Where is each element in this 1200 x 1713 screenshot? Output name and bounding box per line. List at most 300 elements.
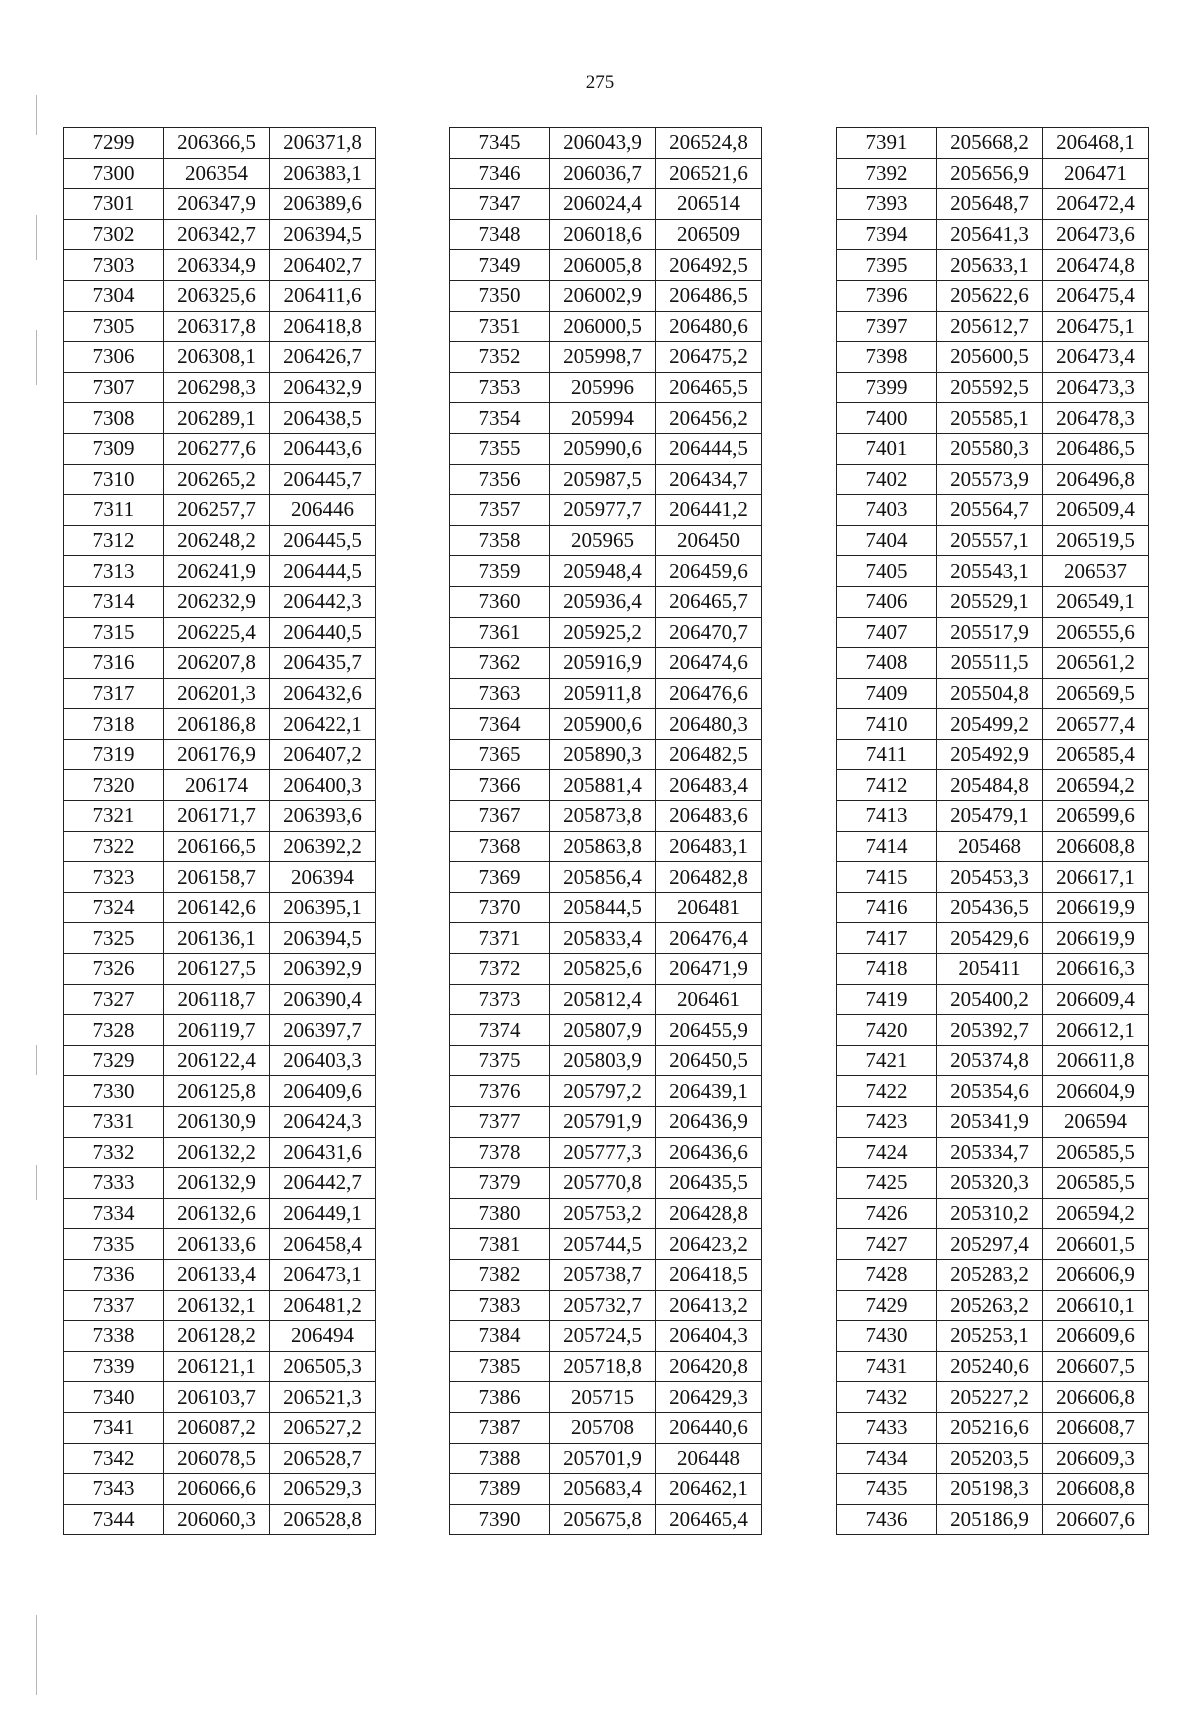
point-number-cell: 7379 bbox=[450, 1168, 550, 1199]
x-coordinate-cell: 205715 bbox=[550, 1382, 656, 1413]
point-number-cell: 7413 bbox=[837, 801, 937, 832]
x-coordinate-cell: 205297,4 bbox=[937, 1229, 1043, 1260]
point-number-cell: 7408 bbox=[837, 648, 937, 679]
scan-margin-mark bbox=[36, 1165, 37, 1200]
table-row bbox=[450, 1137, 762, 1168]
y-coordinate-cell: 206426,7 bbox=[270, 342, 376, 373]
x-coordinate-cell: 205948,4 bbox=[550, 556, 656, 587]
point-number-cell: 7351 bbox=[450, 311, 550, 342]
x-coordinate-cell: 205622,6 bbox=[937, 280, 1043, 311]
y-coordinate-cell: 206432,6 bbox=[270, 678, 376, 709]
x-coordinate-cell: 206174 bbox=[164, 770, 270, 801]
table-row bbox=[450, 280, 762, 311]
x-coordinate-cell: 205881,4 bbox=[550, 770, 656, 801]
table-row bbox=[837, 556, 1149, 587]
point-number-cell: 7369 bbox=[450, 862, 550, 893]
y-coordinate-cell: 206436,9 bbox=[656, 1107, 762, 1138]
table-row bbox=[64, 158, 376, 189]
point-number-cell: 7390 bbox=[450, 1504, 550, 1535]
y-coordinate-cell: 206604,9 bbox=[1043, 1076, 1149, 1107]
point-number-cell: 7314 bbox=[64, 586, 164, 617]
table-row bbox=[837, 464, 1149, 495]
table-row bbox=[450, 739, 762, 770]
x-coordinate-cell: 206005,8 bbox=[550, 250, 656, 281]
table-row bbox=[450, 372, 762, 403]
x-coordinate-cell: 205916,9 bbox=[550, 648, 656, 679]
x-coordinate-cell: 205517,9 bbox=[937, 617, 1043, 648]
y-coordinate-cell: 206418,5 bbox=[656, 1259, 762, 1290]
x-coordinate-cell: 206342,7 bbox=[164, 219, 270, 250]
x-coordinate-cell: 205334,7 bbox=[937, 1137, 1043, 1168]
table-row bbox=[837, 1168, 1149, 1199]
x-coordinate-cell: 206201,3 bbox=[164, 678, 270, 709]
table-row bbox=[450, 219, 762, 250]
table-row bbox=[837, 495, 1149, 526]
y-coordinate-cell: 206465,5 bbox=[656, 372, 762, 403]
table-row bbox=[64, 678, 376, 709]
x-coordinate-cell: 205557,1 bbox=[937, 525, 1043, 556]
point-number-cell: 7380 bbox=[450, 1198, 550, 1229]
x-coordinate-cell: 206122,4 bbox=[164, 1045, 270, 1076]
y-coordinate-cell: 206459,6 bbox=[656, 556, 762, 587]
x-coordinate-cell: 206128,2 bbox=[164, 1321, 270, 1352]
table-row bbox=[64, 1504, 376, 1535]
y-coordinate-cell: 206561,2 bbox=[1043, 648, 1149, 679]
point-number-cell: 7358 bbox=[450, 525, 550, 556]
y-coordinate-cell: 206442,3 bbox=[270, 586, 376, 617]
y-coordinate-cell: 206610,1 bbox=[1043, 1290, 1149, 1321]
y-coordinate-cell: 206440,6 bbox=[656, 1412, 762, 1443]
x-coordinate-cell: 206018,6 bbox=[550, 219, 656, 250]
x-coordinate-cell: 206133,4 bbox=[164, 1259, 270, 1290]
x-coordinate-cell: 205411 bbox=[937, 954, 1043, 985]
point-number-cell: 7398 bbox=[837, 342, 937, 373]
point-number-cell: 7419 bbox=[837, 984, 937, 1015]
point-number-cell: 7362 bbox=[450, 648, 550, 679]
x-coordinate-cell: 206125,8 bbox=[164, 1076, 270, 1107]
y-coordinate-cell: 206496,8 bbox=[1043, 464, 1149, 495]
table-row bbox=[450, 1443, 762, 1474]
point-number-cell: 7309 bbox=[64, 433, 164, 464]
table-row bbox=[64, 770, 376, 801]
y-coordinate-cell: 206524,8 bbox=[656, 128, 762, 159]
y-coordinate-cell: 206585,5 bbox=[1043, 1137, 1149, 1168]
y-coordinate-cell: 206371,8 bbox=[270, 128, 376, 159]
x-coordinate-cell: 206166,5 bbox=[164, 831, 270, 862]
point-number-cell: 7367 bbox=[450, 801, 550, 832]
scan-margin-mark bbox=[36, 1615, 37, 1695]
y-coordinate-cell: 206609,4 bbox=[1043, 984, 1149, 1015]
x-coordinate-cell: 206121,1 bbox=[164, 1351, 270, 1382]
point-number-cell: 7346 bbox=[450, 158, 550, 189]
point-number-cell: 7400 bbox=[837, 403, 937, 434]
x-coordinate-cell: 205825,6 bbox=[550, 954, 656, 985]
y-coordinate-cell: 206423,2 bbox=[656, 1229, 762, 1260]
x-coordinate-cell: 205453,3 bbox=[937, 862, 1043, 893]
table-row bbox=[450, 678, 762, 709]
point-number-cell: 7414 bbox=[837, 831, 937, 862]
point-number-cell: 7350 bbox=[450, 280, 550, 311]
x-coordinate-cell: 205203,5 bbox=[937, 1443, 1043, 1474]
table-row bbox=[837, 1351, 1149, 1382]
point-number-cell: 7318 bbox=[64, 709, 164, 740]
point-number-cell: 7305 bbox=[64, 311, 164, 342]
y-coordinate-cell: 206475,2 bbox=[656, 342, 762, 373]
y-coordinate-cell: 206432,9 bbox=[270, 372, 376, 403]
y-coordinate-cell: 206404,3 bbox=[656, 1321, 762, 1352]
table-row bbox=[837, 1474, 1149, 1505]
table-row bbox=[450, 892, 762, 923]
point-number-cell: 7310 bbox=[64, 464, 164, 495]
point-number-cell: 7396 bbox=[837, 280, 937, 311]
x-coordinate-cell: 205392,7 bbox=[937, 1015, 1043, 1046]
x-coordinate-cell: 205994 bbox=[550, 403, 656, 434]
table-row bbox=[837, 250, 1149, 281]
point-number-cell: 7329 bbox=[64, 1045, 164, 1076]
table-row bbox=[837, 1137, 1149, 1168]
x-coordinate-cell: 205263,2 bbox=[937, 1290, 1043, 1321]
x-coordinate-cell: 206002,9 bbox=[550, 280, 656, 311]
point-number-cell: 7330 bbox=[64, 1076, 164, 1107]
x-coordinate-cell: 205612,7 bbox=[937, 311, 1043, 342]
point-number-cell: 7417 bbox=[837, 923, 937, 954]
table-row bbox=[837, 984, 1149, 1015]
x-coordinate-cell: 205998,7 bbox=[550, 342, 656, 373]
y-coordinate-cell: 206420,8 bbox=[656, 1351, 762, 1382]
x-coordinate-cell: 205987,5 bbox=[550, 464, 656, 495]
table-row bbox=[450, 1045, 762, 1076]
point-number-cell: 7427 bbox=[837, 1229, 937, 1260]
table-row bbox=[64, 1382, 376, 1413]
x-coordinate-cell: 206132,2 bbox=[164, 1137, 270, 1168]
point-number-cell: 7341 bbox=[64, 1412, 164, 1443]
x-coordinate-cell: 205738,7 bbox=[550, 1259, 656, 1290]
y-coordinate-cell: 206435,5 bbox=[656, 1168, 762, 1199]
table-row bbox=[450, 1290, 762, 1321]
x-coordinate-cell: 205873,8 bbox=[550, 801, 656, 832]
x-coordinate-cell: 206325,6 bbox=[164, 280, 270, 311]
y-coordinate-cell: 206418,8 bbox=[270, 311, 376, 342]
table-row bbox=[64, 1290, 376, 1321]
x-coordinate-cell: 206136,1 bbox=[164, 923, 270, 954]
y-coordinate-cell: 206609,3 bbox=[1043, 1443, 1149, 1474]
table-row bbox=[837, 770, 1149, 801]
x-coordinate-cell: 205198,3 bbox=[937, 1474, 1043, 1505]
table-row bbox=[837, 219, 1149, 250]
point-number-cell: 7388 bbox=[450, 1443, 550, 1474]
point-number-cell: 7423 bbox=[837, 1107, 937, 1138]
point-number-cell: 7338 bbox=[64, 1321, 164, 1352]
table-row bbox=[450, 770, 762, 801]
table-row bbox=[64, 1321, 376, 1352]
point-number-cell: 7435 bbox=[837, 1474, 937, 1505]
y-coordinate-cell: 206569,5 bbox=[1043, 678, 1149, 709]
y-coordinate-cell: 206549,1 bbox=[1043, 586, 1149, 617]
y-coordinate-cell: 206471,9 bbox=[656, 954, 762, 985]
table-row bbox=[837, 862, 1149, 893]
table-row bbox=[837, 709, 1149, 740]
point-number-cell: 7364 bbox=[450, 709, 550, 740]
y-coordinate-cell: 206465,7 bbox=[656, 586, 762, 617]
table-row bbox=[450, 525, 762, 556]
point-number-cell: 7339 bbox=[64, 1351, 164, 1382]
table-row bbox=[450, 617, 762, 648]
scan-margin-mark bbox=[36, 215, 37, 260]
y-coordinate-cell: 206393,6 bbox=[270, 801, 376, 832]
y-coordinate-cell: 206461 bbox=[656, 984, 762, 1015]
y-coordinate-cell: 206527,2 bbox=[270, 1412, 376, 1443]
y-coordinate-cell: 206505,3 bbox=[270, 1351, 376, 1382]
x-coordinate-cell: 206289,1 bbox=[164, 403, 270, 434]
y-coordinate-cell: 206400,3 bbox=[270, 770, 376, 801]
x-coordinate-cell: 205977,7 bbox=[550, 495, 656, 526]
y-coordinate-cell: 206555,6 bbox=[1043, 617, 1149, 648]
x-coordinate-cell: 206354 bbox=[164, 158, 270, 189]
y-coordinate-cell: 206473,3 bbox=[1043, 372, 1149, 403]
table-row bbox=[450, 1412, 762, 1443]
table-row bbox=[64, 801, 376, 832]
y-coordinate-cell: 206476,6 bbox=[656, 678, 762, 709]
y-coordinate-cell: 206397,7 bbox=[270, 1015, 376, 1046]
y-coordinate-cell: 206607,5 bbox=[1043, 1351, 1149, 1382]
y-coordinate-cell: 206403,3 bbox=[270, 1045, 376, 1076]
point-number-cell: 7323 bbox=[64, 862, 164, 893]
x-coordinate-cell: 205374,8 bbox=[937, 1045, 1043, 1076]
point-number-cell: 7335 bbox=[64, 1229, 164, 1260]
table-row bbox=[450, 1015, 762, 1046]
point-number-cell: 7321 bbox=[64, 801, 164, 832]
table-row bbox=[837, 403, 1149, 434]
point-number-cell: 7431 bbox=[837, 1351, 937, 1382]
y-coordinate-cell: 206431,6 bbox=[270, 1137, 376, 1168]
y-coordinate-cell: 206619,9 bbox=[1043, 923, 1149, 954]
point-number-cell: 7382 bbox=[450, 1259, 550, 1290]
point-number-cell: 7334 bbox=[64, 1198, 164, 1229]
y-coordinate-cell: 206473,6 bbox=[1043, 219, 1149, 250]
point-number-cell: 7343 bbox=[64, 1474, 164, 1505]
point-number-cell: 7361 bbox=[450, 617, 550, 648]
point-number-cell: 7374 bbox=[450, 1015, 550, 1046]
y-coordinate-cell: 206616,3 bbox=[1043, 954, 1149, 985]
x-coordinate-cell: 205648,7 bbox=[937, 189, 1043, 220]
x-coordinate-cell: 206241,9 bbox=[164, 556, 270, 587]
table-row bbox=[450, 464, 762, 495]
table-row bbox=[837, 586, 1149, 617]
table-row bbox=[837, 1443, 1149, 1474]
table-row bbox=[64, 433, 376, 464]
y-coordinate-cell: 206475,4 bbox=[1043, 280, 1149, 311]
y-coordinate-cell: 206486,5 bbox=[656, 280, 762, 311]
y-coordinate-cell: 206537 bbox=[1043, 556, 1149, 587]
y-coordinate-cell: 206444,5 bbox=[270, 556, 376, 587]
point-number-cell: 7432 bbox=[837, 1382, 937, 1413]
x-coordinate-cell: 205585,1 bbox=[937, 403, 1043, 434]
table-row bbox=[64, 556, 376, 587]
point-number-cell: 7434 bbox=[837, 1443, 937, 1474]
x-coordinate-cell: 205797,2 bbox=[550, 1076, 656, 1107]
x-coordinate-cell: 205990,6 bbox=[550, 433, 656, 464]
table-row bbox=[837, 1259, 1149, 1290]
x-coordinate-cell: 206248,2 bbox=[164, 525, 270, 556]
scan-margin-mark bbox=[36, 1045, 37, 1075]
x-coordinate-cell: 205724,5 bbox=[550, 1321, 656, 1352]
table-row bbox=[837, 617, 1149, 648]
x-coordinate-cell: 206298,3 bbox=[164, 372, 270, 403]
point-number-cell: 7360 bbox=[450, 586, 550, 617]
y-coordinate-cell: 206528,7 bbox=[270, 1443, 376, 1474]
y-coordinate-cell: 206607,6 bbox=[1043, 1504, 1149, 1535]
point-number-cell: 7307 bbox=[64, 372, 164, 403]
table-row bbox=[64, 128, 376, 159]
point-number-cell: 7315 bbox=[64, 617, 164, 648]
y-coordinate-cell: 206413,2 bbox=[656, 1290, 762, 1321]
table-row bbox=[837, 1382, 1149, 1413]
point-number-cell: 7401 bbox=[837, 433, 937, 464]
y-coordinate-cell: 206606,8 bbox=[1043, 1382, 1149, 1413]
x-coordinate-cell: 205770,8 bbox=[550, 1168, 656, 1199]
point-number-cell: 7301 bbox=[64, 189, 164, 220]
y-coordinate-cell: 206609,6 bbox=[1043, 1321, 1149, 1352]
x-coordinate-cell: 205504,8 bbox=[937, 678, 1043, 709]
point-number-cell: 7410 bbox=[837, 709, 937, 740]
table-row bbox=[837, 433, 1149, 464]
x-coordinate-cell: 205911,8 bbox=[550, 678, 656, 709]
point-number-cell: 7375 bbox=[450, 1045, 550, 1076]
table-row bbox=[64, 984, 376, 1015]
table-row bbox=[837, 1198, 1149, 1229]
table-row bbox=[64, 1351, 376, 1382]
point-number-cell: 7352 bbox=[450, 342, 550, 373]
x-coordinate-cell: 205996 bbox=[550, 372, 656, 403]
y-coordinate-cell: 206482,5 bbox=[656, 739, 762, 770]
table-row bbox=[450, 250, 762, 281]
table-row bbox=[837, 678, 1149, 709]
table-row bbox=[450, 984, 762, 1015]
table-row bbox=[64, 280, 376, 311]
y-coordinate-cell: 206474,8 bbox=[1043, 250, 1149, 281]
point-number-cell: 7319 bbox=[64, 739, 164, 770]
x-coordinate-cell: 205890,3 bbox=[550, 739, 656, 770]
table-row bbox=[450, 128, 762, 159]
table-row bbox=[450, 1504, 762, 1535]
table-row bbox=[837, 1290, 1149, 1321]
y-coordinate-cell: 206438,5 bbox=[270, 403, 376, 434]
table-row bbox=[64, 342, 376, 373]
table-row bbox=[450, 342, 762, 373]
point-number-cell: 7372 bbox=[450, 954, 550, 985]
y-coordinate-cell: 206619,9 bbox=[1043, 892, 1149, 923]
x-coordinate-cell: 205436,5 bbox=[937, 892, 1043, 923]
x-coordinate-cell: 205683,4 bbox=[550, 1474, 656, 1505]
point-number-cell: 7333 bbox=[64, 1168, 164, 1199]
y-coordinate-cell: 206514 bbox=[656, 189, 762, 220]
table-row bbox=[64, 464, 376, 495]
point-number-cell: 7395 bbox=[837, 250, 937, 281]
point-number-cell: 7354 bbox=[450, 403, 550, 434]
y-coordinate-cell: 206389,6 bbox=[270, 189, 376, 220]
point-number-cell: 7316 bbox=[64, 648, 164, 679]
y-coordinate-cell: 206509 bbox=[656, 219, 762, 250]
table-row bbox=[64, 954, 376, 985]
y-coordinate-cell: 206483,4 bbox=[656, 770, 762, 801]
x-coordinate-cell: 205900,6 bbox=[550, 709, 656, 740]
point-number-cell: 7311 bbox=[64, 495, 164, 526]
point-number-cell: 7337 bbox=[64, 1290, 164, 1321]
point-number-cell: 7378 bbox=[450, 1137, 550, 1168]
x-coordinate-cell: 205492,9 bbox=[937, 739, 1043, 770]
table-row bbox=[64, 1474, 376, 1505]
y-coordinate-cell: 206442,7 bbox=[270, 1168, 376, 1199]
point-number-cell: 7394 bbox=[837, 219, 937, 250]
table-row bbox=[450, 1259, 762, 1290]
x-coordinate-cell: 206132,1 bbox=[164, 1290, 270, 1321]
x-coordinate-cell: 205803,9 bbox=[550, 1045, 656, 1076]
y-coordinate-cell: 206450 bbox=[656, 525, 762, 556]
x-coordinate-cell: 206087,2 bbox=[164, 1412, 270, 1443]
point-number-cell: 7356 bbox=[450, 464, 550, 495]
table-row bbox=[64, 709, 376, 740]
table-row bbox=[450, 1321, 762, 1352]
table-row bbox=[64, 1168, 376, 1199]
table-row bbox=[450, 1198, 762, 1229]
y-coordinate-cell: 206494 bbox=[270, 1321, 376, 1352]
y-coordinate-cell: 206445,7 bbox=[270, 464, 376, 495]
y-coordinate-cell: 206434,7 bbox=[656, 464, 762, 495]
point-number-cell: 7377 bbox=[450, 1107, 550, 1138]
table-row bbox=[450, 586, 762, 617]
y-coordinate-cell: 206608,8 bbox=[1043, 831, 1149, 862]
table-row bbox=[450, 862, 762, 893]
point-number-cell: 7349 bbox=[450, 250, 550, 281]
y-coordinate-cell: 206521,3 bbox=[270, 1382, 376, 1413]
x-coordinate-cell: 205936,4 bbox=[550, 586, 656, 617]
table-row bbox=[837, 1076, 1149, 1107]
point-number-cell: 7430 bbox=[837, 1321, 937, 1352]
table-row bbox=[450, 709, 762, 740]
point-number-cell: 7412 bbox=[837, 770, 937, 801]
point-number-cell: 7386 bbox=[450, 1382, 550, 1413]
x-coordinate-cell: 205791,9 bbox=[550, 1107, 656, 1138]
y-coordinate-cell: 206390,4 bbox=[270, 984, 376, 1015]
table-row bbox=[64, 403, 376, 434]
y-coordinate-cell: 206612,1 bbox=[1043, 1015, 1149, 1046]
x-coordinate-cell: 205833,4 bbox=[550, 923, 656, 954]
x-coordinate-cell: 206158,7 bbox=[164, 862, 270, 893]
coordinates-table-2 bbox=[449, 127, 762, 1535]
point-number-cell: 7389 bbox=[450, 1474, 550, 1505]
x-coordinate-cell: 205600,5 bbox=[937, 342, 1043, 373]
point-number-cell: 7303 bbox=[64, 250, 164, 281]
table-row bbox=[837, 189, 1149, 220]
table-row bbox=[837, 280, 1149, 311]
y-coordinate-cell: 206594,2 bbox=[1043, 770, 1149, 801]
x-coordinate-cell: 205468 bbox=[937, 831, 1043, 862]
point-number-cell: 7317 bbox=[64, 678, 164, 709]
point-number-cell: 7312 bbox=[64, 525, 164, 556]
point-number-cell: 7365 bbox=[450, 739, 550, 770]
table-row bbox=[64, 189, 376, 220]
y-coordinate-cell: 206472,4 bbox=[1043, 189, 1149, 220]
point-number-cell: 7340 bbox=[64, 1382, 164, 1413]
y-coordinate-cell: 206429,3 bbox=[656, 1382, 762, 1413]
x-coordinate-cell: 206119,7 bbox=[164, 1015, 270, 1046]
table-row bbox=[64, 372, 376, 403]
x-coordinate-cell: 205718,8 bbox=[550, 1351, 656, 1382]
y-coordinate-cell: 206383,1 bbox=[270, 158, 376, 189]
point-number-cell: 7299 bbox=[64, 128, 164, 159]
x-coordinate-cell: 206000,5 bbox=[550, 311, 656, 342]
point-number-cell: 7304 bbox=[64, 280, 164, 311]
